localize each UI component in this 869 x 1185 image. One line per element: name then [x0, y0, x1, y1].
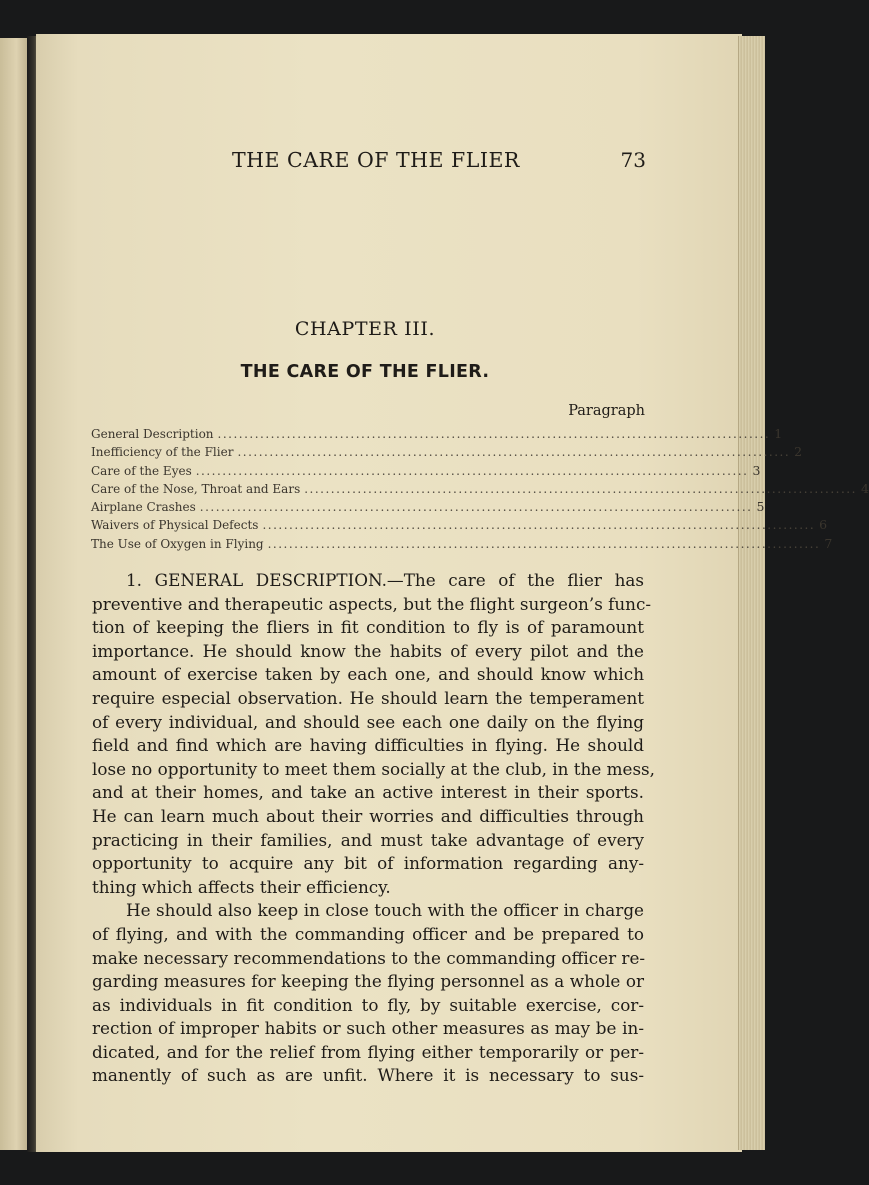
- text-line: of flying, and with the commanding officer and be prepared to: [92, 923, 644, 944]
- text-line: tion of keeping the fliers in fit condition to fly is of paramount: [92, 617, 644, 638]
- text-line: dicated, and for the relief from flying either temporarily or per-: [92, 1041, 644, 1062]
- text-line: lose no opportunity to meet them socially at the club, in the mess,: [92, 758, 655, 779]
- text-line: opportunity to acquire any bit of information regarding any-: [92, 853, 644, 874]
- toc-entry-label: The Use of Oxygen in Flying: [91, 536, 264, 551]
- paragraph-general-description: [92, 569, 655, 899]
- toc-entry-paragraph: 1: [774, 426, 783, 441]
- toc-leader-dots: ........................................................................................................: [237, 445, 791, 460]
- toc-entry-label: General Description: [91, 427, 214, 441]
- text-line: preventive and therapeutic aspects, but the flight surgeon’s func-: [92, 593, 652, 614]
- paragraph-officer-contact: [92, 899, 644, 1088]
- page-number: 73: [620, 148, 646, 172]
- text-line: and at their homes, and take an active interest in their sports.: [92, 782, 644, 803]
- text-line: He should also keep in close touch with the officer in charge: [126, 900, 644, 921]
- toc-entry-paragraph: 6: [819, 517, 828, 533]
- toc-leader-dots: ........................................................................................................: [262, 518, 816, 533]
- text-line: thing which affects their efficiency.: [92, 876, 391, 897]
- table-of-contents: [91, 426, 869, 554]
- page-stack-edges: [738, 36, 765, 1150]
- toc-entry: [91, 535, 833, 554]
- text-line: field and find which are having difficulties in flying. He should: [92, 735, 644, 756]
- toc-column-header: Paragraph: [568, 403, 645, 419]
- text-line: of every individual, and should see each one daily on the flying: [92, 711, 644, 732]
- body-text: [92, 569, 655, 1088]
- toc-entry-label: Waivers of Physical Defects: [91, 518, 259, 533]
- chapter-title: THE CARE OF THE FLIER.: [240, 362, 490, 382]
- text-line: amount of exercise taken by each one, and should know which: [92, 664, 644, 685]
- text-line: garding measures for keeping the flying personnel as a whole or: [92, 971, 644, 992]
- text-line: manently of such as are unfit. Where it is necessary to sus-: [92, 1065, 644, 1086]
- toc-leader-dots: ........................................................................................................: [195, 463, 749, 478]
- text-line: 1. GENERAL DESCRIPTION.—The care of the flier has: [126, 570, 644, 590]
- toc-entry-paragraph: 3: [752, 462, 761, 478]
- toc-entry-label: Inefficiency of the Flier: [91, 445, 234, 460]
- text-line: require especial observation. He should learn the temperament: [92, 687, 644, 708]
- toc-leader-dots: ........................................................................................................: [217, 427, 771, 441]
- toc-leader-dots: ........................................................................................................: [267, 536, 821, 551]
- toc-entry-paragraph: 7: [824, 535, 833, 551]
- facing-page-edge: [0, 38, 30, 1150]
- toc-leader-dots: ........................................................................................................: [199, 500, 753, 515]
- toc-entry-paragraph: 2: [794, 444, 803, 460]
- chapter-label: CHAPTER III.: [294, 318, 436, 340]
- text-line: rection of improper habits or such other measures as may be in-: [92, 1018, 644, 1039]
- toc-entry: [91, 444, 803, 462]
- toc-entry: [91, 517, 828, 535]
- toc-entry: [91, 426, 783, 444]
- toc-entry: [91, 480, 869, 499]
- text-line: He can learn much about their worries and difficulties through: [92, 805, 644, 826]
- text-line: importance. He should know the habits of every pilot and the: [92, 640, 644, 661]
- running-title: THE CARE OF THE FLIER: [232, 148, 520, 172]
- toc-entry-paragraph: 5: [756, 499, 765, 515]
- text-line: make necessary recommendations to the commanding officer re-: [92, 947, 646, 968]
- text-line: practicing in their families, and must take advantage of every: [92, 829, 644, 850]
- toc-entry-label: Airplane Crashes: [91, 500, 196, 515]
- text-line: as individuals in fit condition to fly, by suitable exercise, cor-: [92, 994, 644, 1015]
- toc-entry: [91, 499, 765, 517]
- toc-entry: [91, 462, 761, 481]
- toc-entry-label: Care of the Nose, Throat and Ears: [91, 481, 301, 496]
- toc-leader-dots: ........................................................................................................: [304, 481, 857, 496]
- toc-entry-label: Care of the Eyes: [91, 463, 192, 478]
- toc-entry-paragraph: 4: [860, 480, 869, 496]
